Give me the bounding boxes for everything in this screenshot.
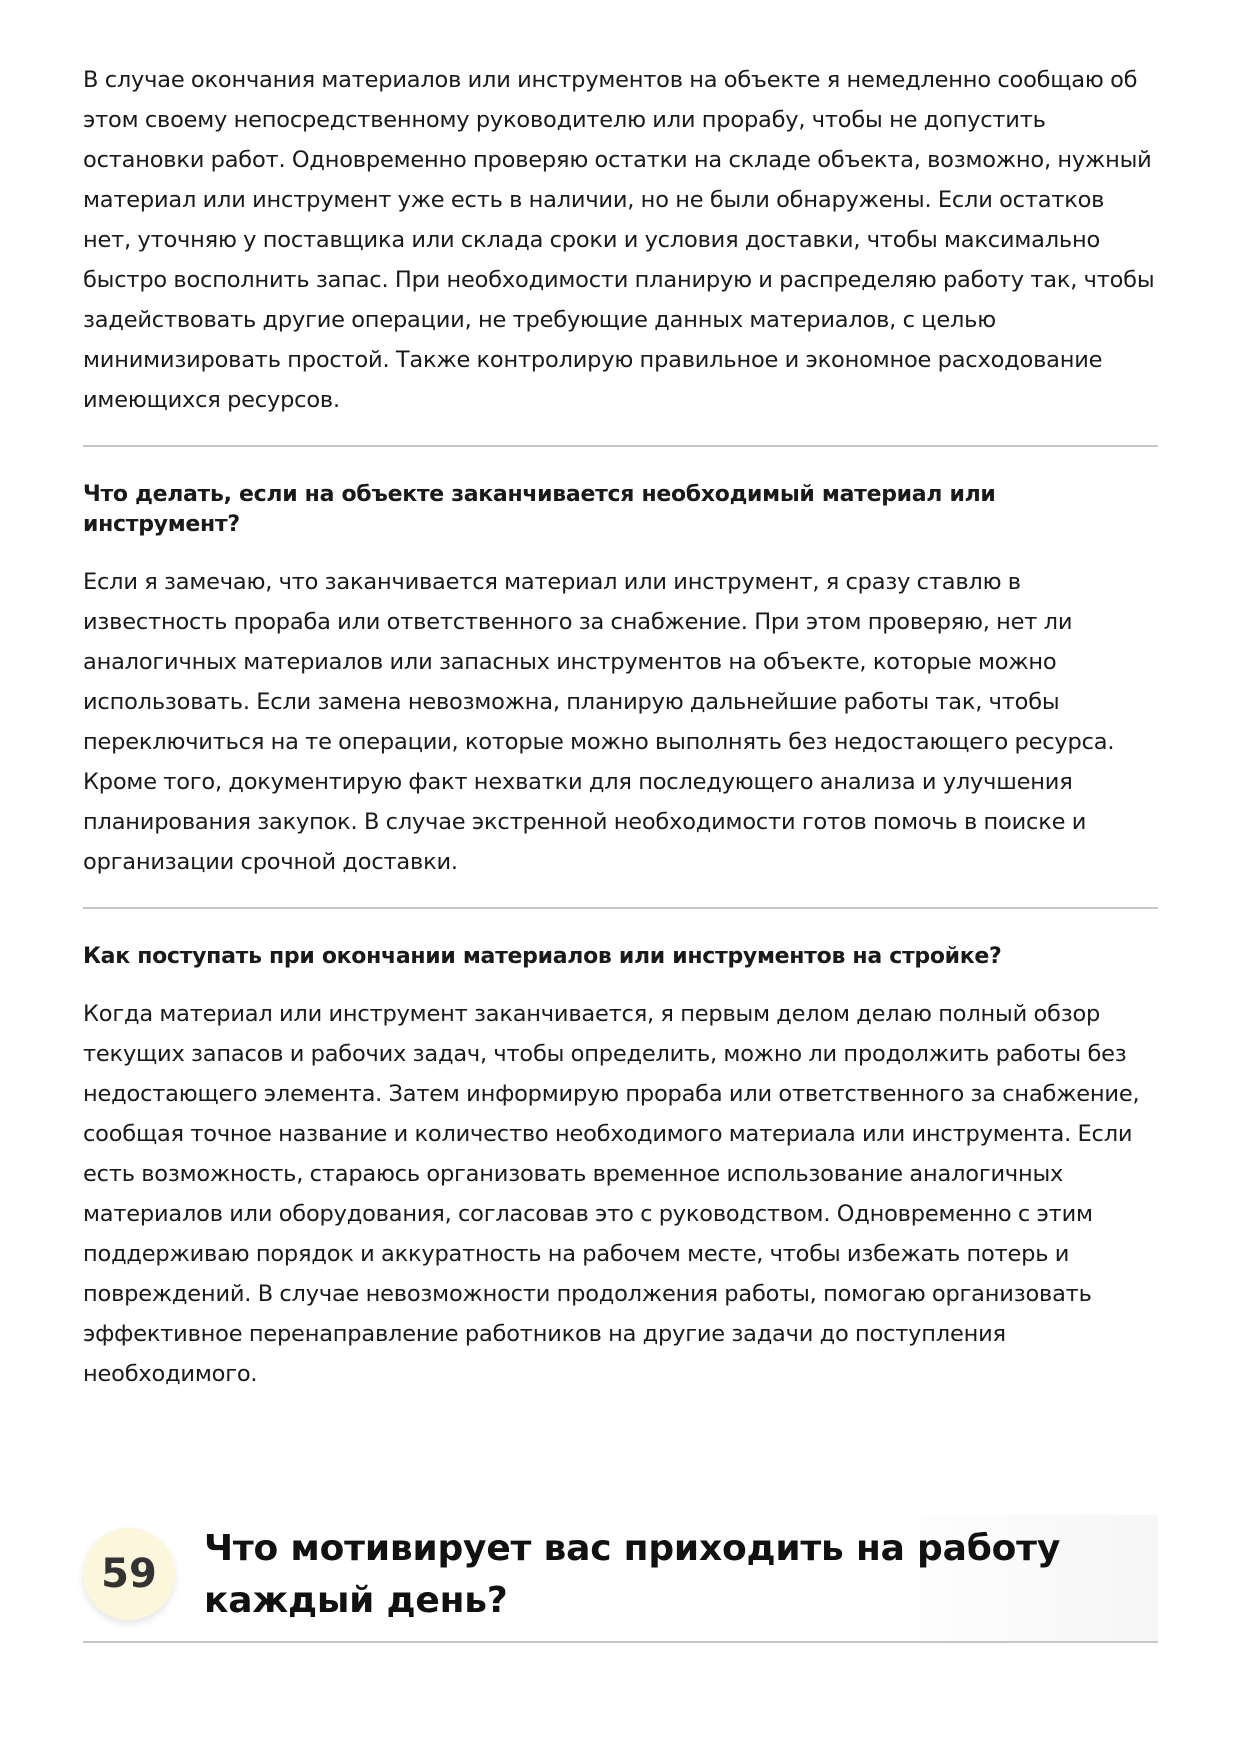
question-heading: Что делать, если на объекте заканчивается необходимый материал или инструмент? [83, 482, 996, 537]
question-heading: Как поступать при окончании материалов или инструментов на стройке? [83, 944, 1002, 969]
answer-text: Когда материал или инструмент заканчивается, я первым делом делаю полный обзор текущих запасов и рабочих задач, чтобы определить, можно ли продолжить работы без недостающего элемента. Затем информирую прораба или ответственного за снабжение, сообщая точное название и количество необходимого материала или инструмента. Если есть возможность, стараюсь организовать временное использование аналогичных материалов или оборудования, согласовав это с руководством. Одновременно с этим поддерживаю порядок и аккуратность на рабочем месте, чтобы избежать потерь и повреждений. В случае невозможности продолжения работы, помогаю организовать эффективное перенаправление работников на другие задачи до поступления необходимого. [83, 1001, 1140, 1387]
divider [83, 907, 1158, 909]
divider [83, 445, 1158, 447]
question-title-box [204, 1515, 1158, 1641]
document-page [83, 60, 1158, 1394]
question-number-badge: 59 [83, 1528, 175, 1620]
answer-block [83, 60, 1158, 420]
answer-text: Если я замечаю, что заканчивается материал или инструмент, я сразу ставлю в известность прораба или ответственного за снабжение. При этом проверяю, нет ли аналогичных материалов или запасных инструментов на объекте, которые можно использовать. Если замена невозможна, планирую дальнейшие работы так, чтобы переключиться на те операции, которые можно выполнять без недостающего ресурса. Кроме того, документирую факт нехватки для последующего анализа и улучшения планирования закупок. В случае экстренной необходимости готов помочь в поиске и организации срочной доставки. [83, 569, 1115, 875]
qa-block [83, 942, 1158, 1394]
answer-text: В случае окончания материалов или инструментов на объекте я немедленно сообщаю об этом своему непосредственному руководителю или прорабу, чтобы не допустить остановки работ. Одновременно проверяю остатки на складе объекта, возможно, нужный материал или инструмент уже есть в наличии, но не были обнаружены. Если остатков нет, уточняю у поставщика или склада сроки и условия доставки, чтобы максимально быстро восполнить запас. При необходимости планирую и распределяю работу так, чтобы задействовать другие операции, не требующие данных материалов, с целью минимизировать простой. Также контролирую правильное и экономное расходование имеющихся ресурсов. [83, 67, 1155, 413]
divider [83, 1641, 1158, 1643]
question-title: Что мотивирует вас приходить на работу каждый день? [204, 1528, 1061, 1621]
qa-block [83, 480, 1158, 882]
next-question-header [83, 1515, 1158, 1643]
